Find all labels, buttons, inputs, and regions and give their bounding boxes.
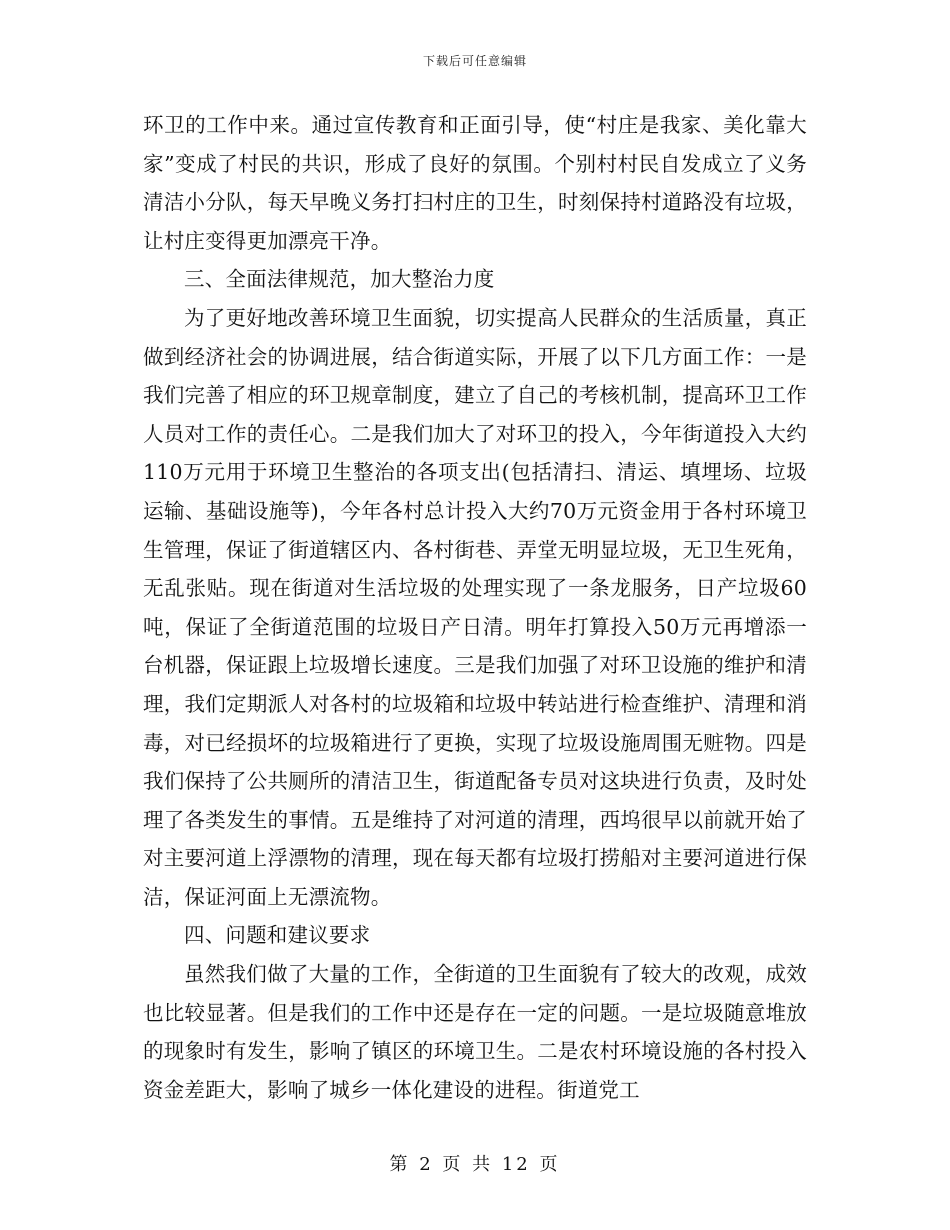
section-heading-4: 四、问题和建议要求: [184, 923, 371, 948]
paragraph-continued: 环卫的工作中来。通过宣传教育和正面引导，使“村庄是我家、美化靠大家”变成了村民的共识，形成了良好的氛围。个别村村民自发成立了义务清洁小分队，每天早晚义务打扫村庄的卫生，时刻保持村道路没有垃圾，让村庄变得更加漂亮干净。: [143, 113, 807, 253]
header-note: 下载后可任意编辑: [422, 54, 527, 68]
document-body: [143, 106, 807, 1109]
section-heading-3: 三、全面法律规范，加大整治力度: [184, 267, 495, 292]
paragraph-section-3: 为了更好地改善环境卫生面貌，切实提高人民群众的生活质量，真正做到经济社会的协调进展，结合街道实际，开展了以下几方面工作：一是我们完善了相应的环卫规章制度，建立了自己的考核机制，提高环卫工作人员对工作的责任心。二是我们加大了对环卫的投入，今年街道投入大约110万元用于环境卫生整治的各项支出(包括清扫、清运、填埋场、垃圾运输、基础设施等)，今年各村总计投入大约70万元资金用于各村环境卫生管理，保证了街道辖区内、各村街巷、弄堂无明显垃圾，无卫生死角，无乱张贴。现在街道对生活垃圾的处理实现了一条龙服务，日产垃圾60吨，保证了全街道范围的垃圾日产日清。明年打算投入50万元再增添一台机器，保证跟上垃圾增长速度。三是我们加强了对环卫设施的维护和清理，我们定期派人对各村的垃圾箱和垃圾中转站进行检查维护、清理和消毒，对已经损坏的垃圾箱进行了更换，实现了垃圾设施周围无赃物。四是我们保持了公共厕所的清洁卫生，街道配备专员对这块进行负责，及时处理了各类发生的事情。五是维持了对河道的清理，西坞很早以前就开始了对主要河道上浮漂物的清理，现在每天都有垃圾打捞船对主要河道进行保洁，保证河面上无漂流物。: [143, 305, 807, 909]
page-number-footer: 第 2 页 共 12 页: [389, 1154, 561, 1175]
paragraph-section-4: 虽然我们做了大量的工作，全街道的卫生面貌有了较大的改观，成效也比较显著。但是我们的工作中还是存在一定的问题。一是垃圾随意堆放的现象时有发生，影响了镇区的环境卫生。二是农村环境设施的各村投入资金差距大，影响了城乡一体化建设的进程。街道党工: [143, 962, 807, 1102]
